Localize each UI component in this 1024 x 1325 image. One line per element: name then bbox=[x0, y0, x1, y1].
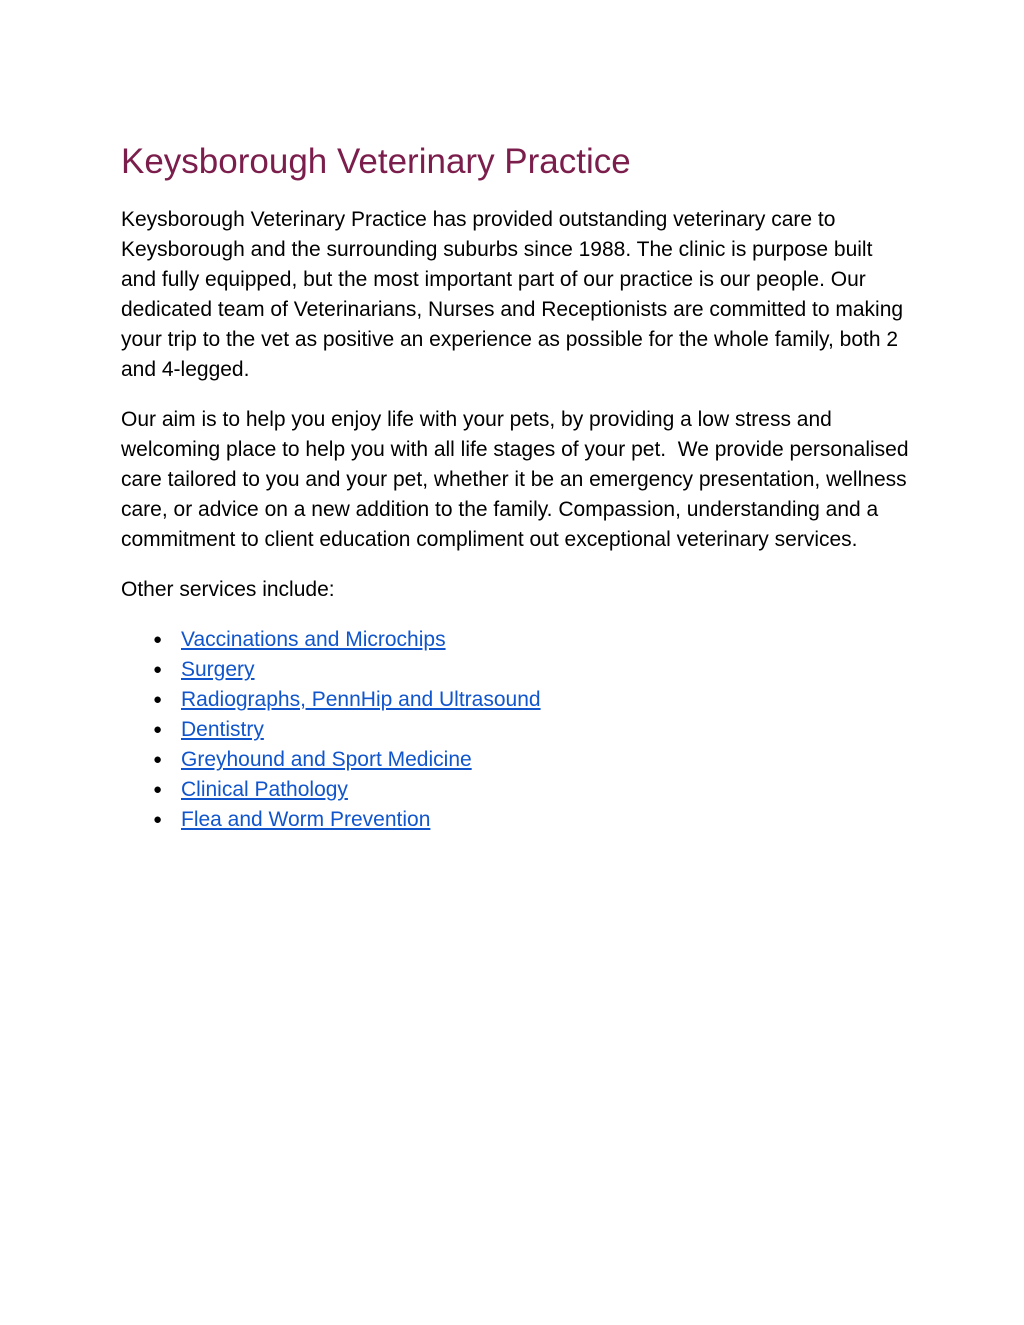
services-list bbox=[121, 625, 911, 835]
service-link-vaccinations[interactable]: Vaccinations and Microchips bbox=[181, 628, 446, 651]
document-page bbox=[121, 140, 915, 835]
bullet-icon: ● bbox=[153, 631, 163, 648]
service-link-clinical-pathology[interactable]: Clinical Pathology bbox=[181, 778, 348, 801]
list-item bbox=[121, 655, 911, 685]
list-item bbox=[121, 775, 911, 805]
bullet-icon: ● bbox=[153, 661, 163, 678]
bullet-icon: ● bbox=[153, 811, 163, 828]
list-item bbox=[121, 685, 911, 715]
list-item bbox=[121, 745, 911, 775]
list-item bbox=[121, 805, 911, 835]
bullet-icon: ● bbox=[153, 781, 163, 798]
bullet-icon: ● bbox=[153, 721, 163, 738]
service-link-greyhound[interactable]: Greyhound and Sport Medicine bbox=[181, 748, 472, 771]
list-item bbox=[121, 625, 911, 655]
page-title: Keysborough Veterinary Practice bbox=[121, 142, 631, 181]
service-link-radiographs[interactable]: Radiographs, PennHip and Ultrasound bbox=[181, 688, 541, 711]
list-item bbox=[121, 715, 911, 745]
service-link-surgery[interactable]: Surgery bbox=[181, 658, 255, 681]
service-link-flea-worm[interactable]: Flea and Worm Prevention bbox=[181, 808, 431, 831]
services-intro-paragraph: Other services include: bbox=[121, 578, 335, 601]
intro-paragraph: Keysborough Veterinary Practice has provided outstanding veterinary care to Keysborough and the surrounding suburbs since 1988. The clinic is purpose built and fully equipped, but the most important part of our practice is our people. Our dedicated team of Veterinarians, Nurses and Receptionists are committed to making your trip to the vet as positive an experience as possible for the whole family, both 2 and 4-legged. bbox=[121, 208, 909, 381]
service-link-dentistry[interactable]: Dentistry bbox=[181, 718, 264, 741]
bullet-icon: ● bbox=[153, 691, 163, 708]
bullet-icon: ● bbox=[153, 751, 163, 768]
aim-paragraph: Our aim is to help you enjoy life with your pets, by providing a low stress and welcoming place to help you with all life stages of your pet. We provide personalised care tailored to you and your pet, whether it be an emergency presentation, wellness care, or advice on a new addition to the family. Compassion, understanding and a commitment to client education compliment out exceptional veterinary services. bbox=[121, 408, 915, 551]
